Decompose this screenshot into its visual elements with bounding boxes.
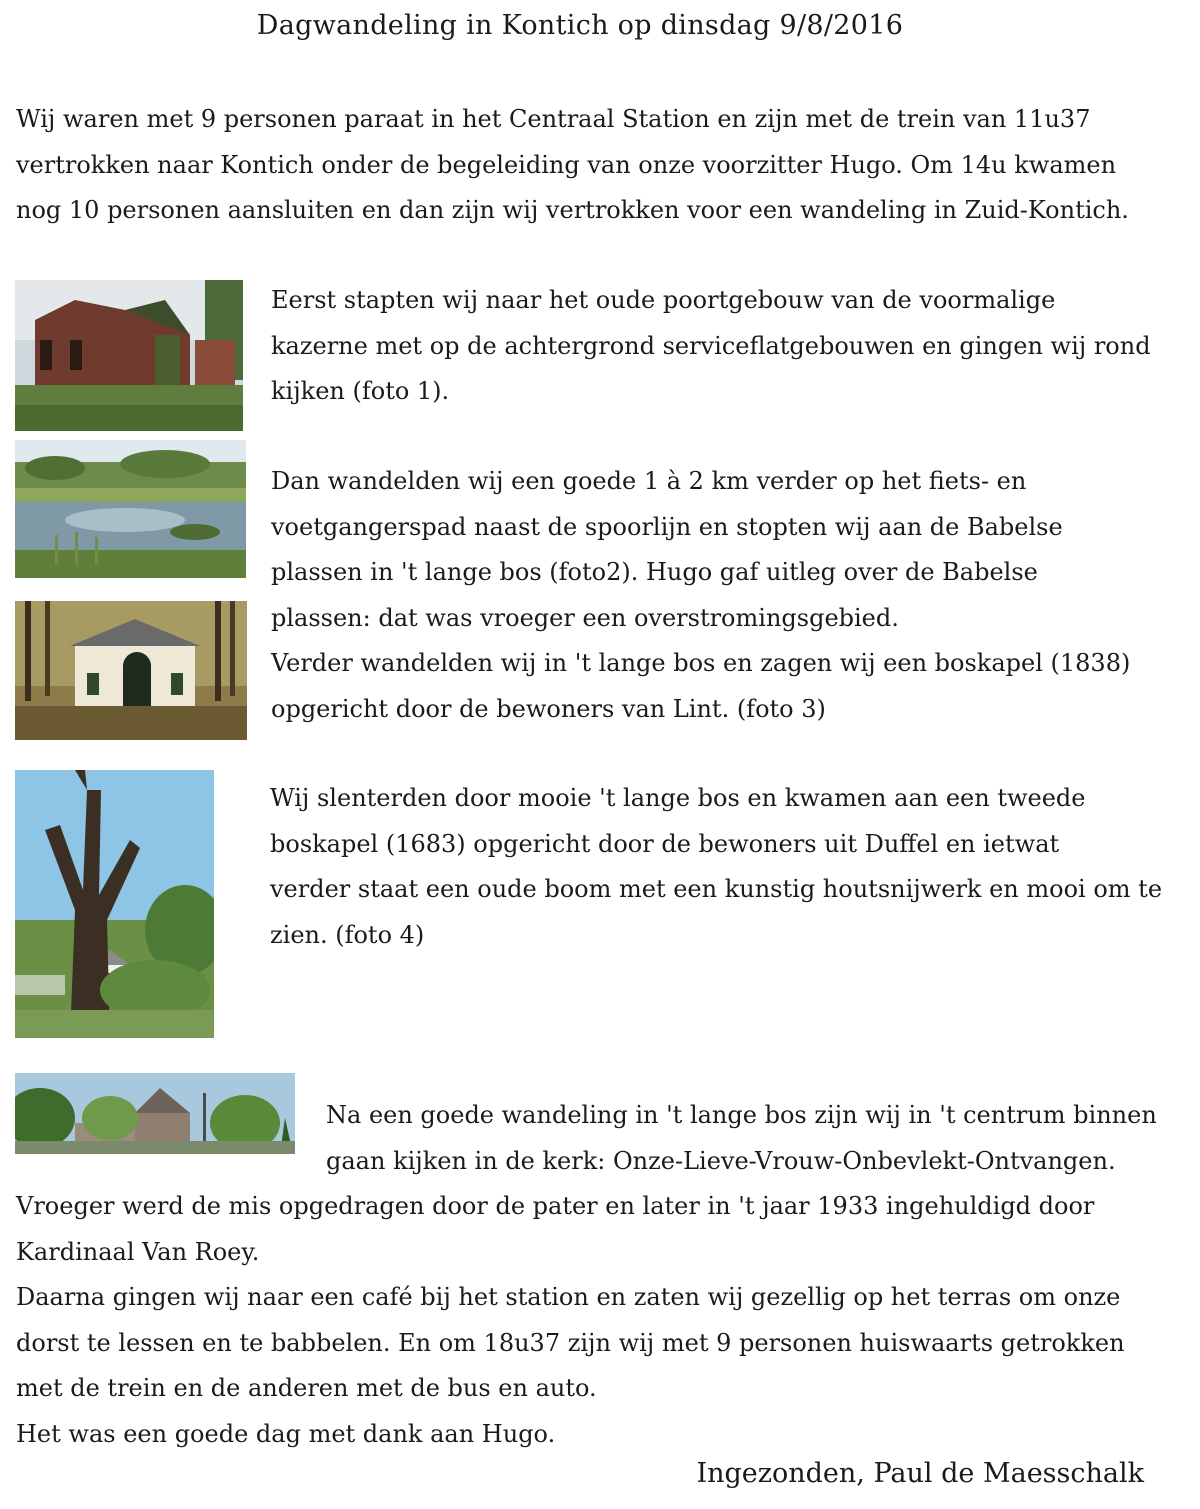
photo-old-tree [15, 770, 214, 1038]
closing-paragraph [16, 1184, 1125, 1457]
text-line: Eerst stapten wij naar het oude poortgebouw van de voormalige [271, 286, 1056, 314]
text-line: kijken (foto 1). [271, 377, 450, 405]
photo-gatehouse [15, 280, 243, 431]
section3-paragraph [270, 776, 1162, 958]
text-line: voetgangerspad naast de spoorlijn en stopten wij aan de Babelse [271, 512, 1063, 541]
text-line: zien. (foto 4) [270, 920, 425, 949]
text-line: Verder wandelden wij in 't lange bos en zagen wij een boskapel (1838) [271, 649, 1131, 677]
text-line: plassen in 't lange bos (foto2). Hugo gaf uitleg over de Babelse [271, 558, 1038, 586]
text-line: Vroeger werd de mis opgedragen door de pater en later in 't jaar 1933 ingehuldigd door [16, 1192, 1095, 1220]
text-line: gaan kijken in de kerk: Onze-Lieve-Vrouw-Onbevlekt-Ontvangen. [326, 1146, 1116, 1175]
signature: Ingezonden, Paul de Maesschalk [696, 1458, 1144, 1489]
text-line: opgericht door de bewoners van Lint. (foto 3) [271, 694, 826, 723]
section1-paragraph [271, 278, 1151, 415]
text-line: dorst te lessen en te babbelen. En om 18u37 zijn wij met 9 personen huiswaarts getrokken [16, 1328, 1125, 1357]
text-line: plassen: dat was vroeger een overstromingsgebied. [271, 603, 899, 632]
text-line: Daarna gingen wij naar een café bij het station en zaten wij gezellig op het terras om onze [16, 1283, 1121, 1311]
text-line: kazerne met op de achtergrond serviceflatgebouwen en gingen wij rond [271, 331, 1151, 360]
text-line: Het was een goede dag met dank aan Hugo. [16, 1419, 556, 1448]
section4-paragraph [326, 1093, 1157, 1184]
text-line: Wij slenterden door mooie 't lange bos en kwamen aan een tweede [270, 784, 1086, 812]
photo-ponds [15, 440, 246, 578]
text-line: boskapel (1683) opgericht door de bewoners uit Duffel en ietwat [270, 829, 1060, 858]
text-line: Kardinaal Van Roey. [16, 1237, 260, 1266]
photo-church [15, 1073, 295, 1154]
photo-forest-chapel [15, 601, 247, 740]
text-line: vertrokken naar Kontich onder de begeleiding van onze voorzitter Hugo. Om 14u kwamen [16, 150, 1117, 179]
text-line: met de trein en de anderen met de bus en auto. [16, 1374, 597, 1402]
text-line: verder staat een oude boom met een kunstig houtsnijwerk en mooi om te [270, 875, 1163, 903]
text-line: Wij waren met 9 personen paraat in het Centraal Station en zijn met de trein van 11u37 [16, 105, 1091, 133]
intro-paragraph [16, 97, 1129, 234]
text-line: Dan wandelden wij een goede 1 à 2 km verder op het fiets- en [271, 467, 1027, 495]
page-title: Dagwandeling in Kontich op dinsdag 9/8/2016 [256, 10, 904, 41]
section2-paragraph [271, 459, 1130, 732]
text-line: nog 10 personen aansluiten en dan zijn wij vertrokken voor een wandeling in Zuid-Kontich. [16, 196, 1129, 224]
text-line: Na een goede wandeling in 't lange bos zijn wij in 't centrum binnen [326, 1101, 1157, 1129]
